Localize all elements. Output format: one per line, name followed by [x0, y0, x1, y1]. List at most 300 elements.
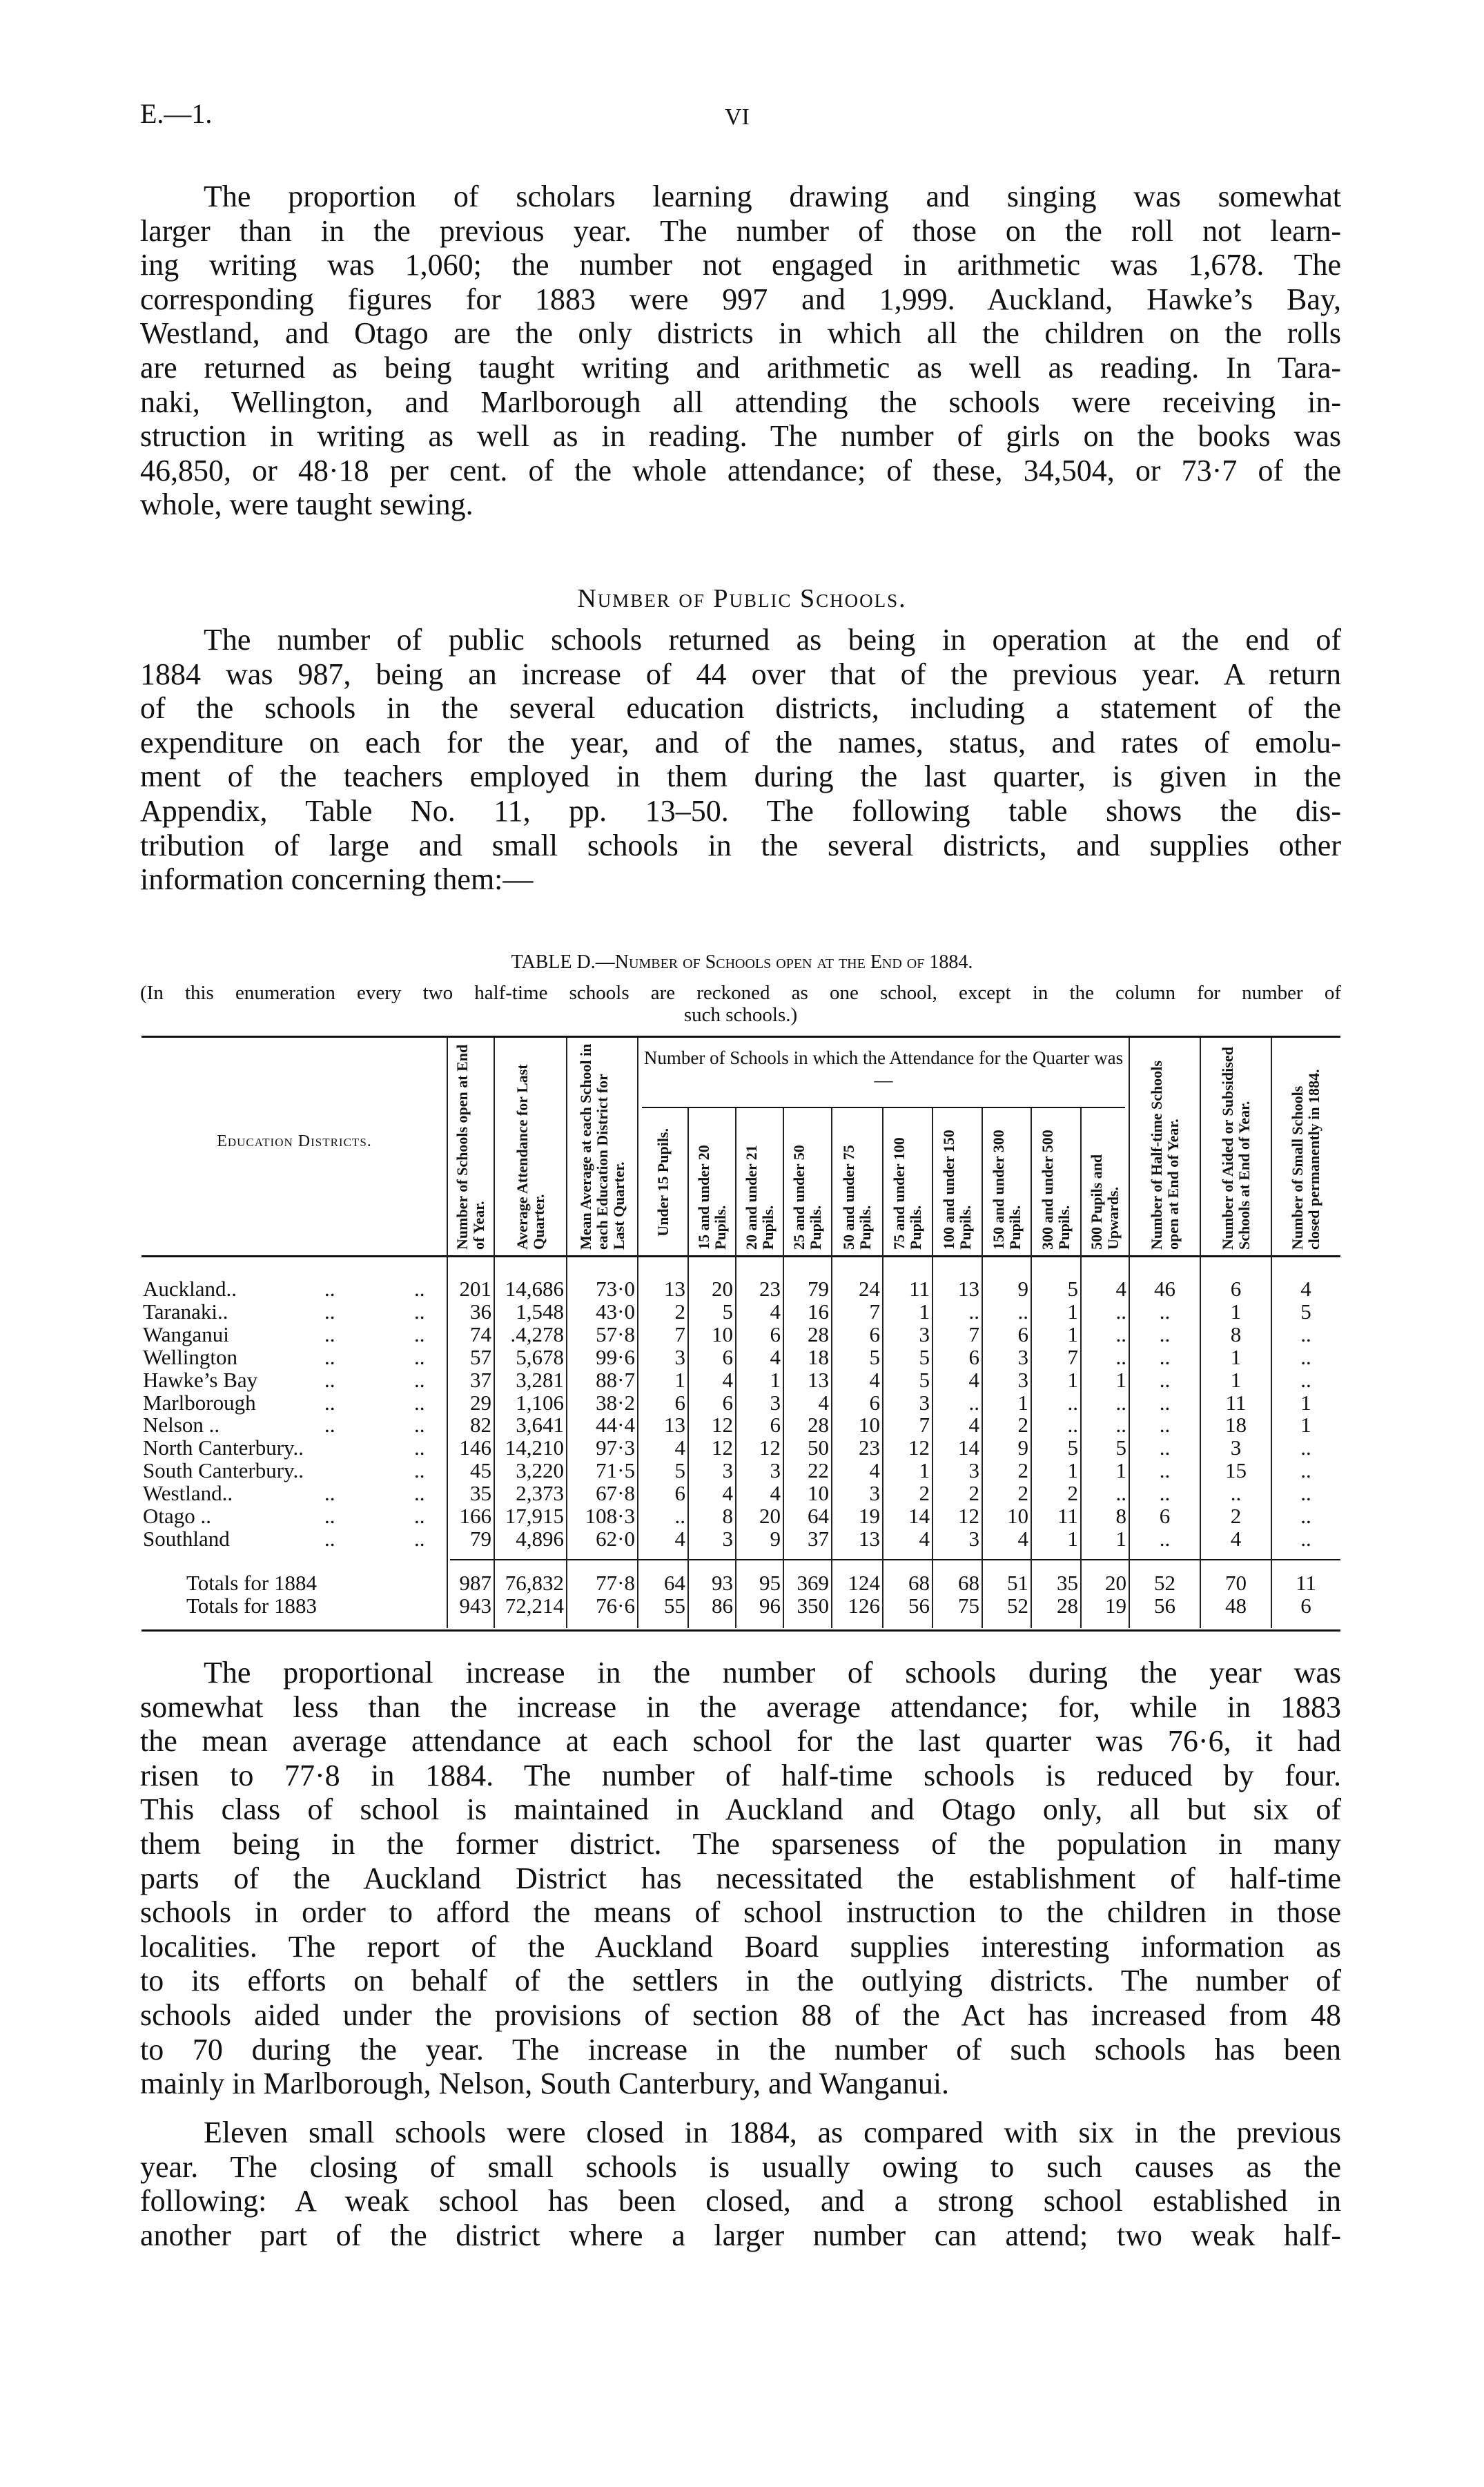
leader-dots: ..	[324, 1322, 335, 1346]
leader-dots: ..	[324, 1299, 335, 1324]
text-line: tribution of large and small schools in the several districts, and supplies other	[140, 828, 1341, 862]
table-cell: 1	[1115, 1458, 1126, 1483]
table-cell: 5	[1115, 1435, 1126, 1460]
table-cell: 3	[1017, 1367, 1028, 1392]
table-cell: 3	[722, 1526, 733, 1551]
column-header	[783, 1112, 832, 1252]
district-name: Marlborough	[143, 1390, 256, 1415]
table-cell: 12	[712, 1435, 733, 1460]
district-name: Otago ..	[143, 1504, 212, 1528]
text-line: Appendix, Table No. 11, pp. 13–50. The following table shows the dis-	[140, 793, 1341, 828]
table-cell: 74	[470, 1322, 491, 1346]
table-cell: 28	[808, 1322, 829, 1346]
text-line: The proportional increase in the number of schools during the year was	[204, 1656, 1341, 1690]
table-cell: 1	[1300, 1390, 1311, 1415]
table-cell: 1	[1067, 1526, 1078, 1551]
column-header-label: 20 and under 21 Pupils.	[742, 1145, 777, 1250]
table-title-prefix: TABLE D.—	[511, 951, 615, 973]
text-line: of the schools in the several education districts, including a statement of the	[140, 691, 1341, 726]
leader-dots: ..	[324, 1413, 335, 1438]
leader-dots: ..	[414, 1481, 425, 1506]
column-header-label: 500 Pupils and Upwards.	[1088, 1154, 1122, 1250]
table-cell: ..	[1115, 1390, 1126, 1415]
table-cell: 64	[664, 1571, 685, 1595]
table-cell: 6	[770, 1413, 781, 1438]
table-cell: 10	[808, 1481, 829, 1506]
table-cell: 13	[664, 1413, 685, 1438]
table-cell: 4	[1300, 1277, 1311, 1301]
table-cell: 14	[908, 1504, 930, 1528]
table-cell: 35	[1057, 1571, 1078, 1595]
group-header-rule	[642, 1107, 1125, 1108]
table-bottom-rule	[141, 1629, 1340, 1632]
table-cell: 71·5	[596, 1458, 635, 1483]
table-cell: 201	[459, 1277, 491, 1301]
table-cell: 1	[919, 1458, 930, 1483]
text-line: year. The closing of small schools is usually owing to such causes as the	[140, 2149, 1341, 2184]
running-head: E.—1.	[140, 98, 213, 129]
text-line: localities. The report of the Auckland Board supplies interesting information as	[140, 1929, 1341, 1964]
table-cell: 2,373	[516, 1481, 564, 1506]
header-education-districts: Education Districts.	[217, 1132, 372, 1150]
table-cell: 6	[968, 1344, 979, 1369]
leader-dots: ..	[324, 1277, 335, 1301]
table-cell: 6	[1159, 1504, 1171, 1528]
table-cell: 1	[1067, 1367, 1078, 1392]
table-cell: 3	[1230, 1435, 1242, 1460]
column-header	[832, 1112, 883, 1252]
table-cell: 4	[818, 1390, 829, 1415]
text-line: Westland, and Otago are the only districts in which all the children on the rolls	[140, 316, 1341, 351]
table-cell: ..	[1300, 1344, 1311, 1369]
district-name: South Canterbury..	[143, 1458, 304, 1483]
text-line: The proportion of scholars learning drawing and singing was somewhat	[204, 180, 1341, 213]
table-cell: 4	[722, 1481, 733, 1506]
table-cell: 9	[1017, 1277, 1028, 1301]
table-cell: ..	[1300, 1481, 1311, 1506]
table-title	[0, 951, 1484, 974]
table-cell: 36	[470, 1299, 491, 1324]
totals-label: Totals for 1884	[186, 1571, 317, 1595]
table-cell: 82	[470, 1413, 491, 1438]
column-header	[1031, 1112, 1081, 1252]
table-title-text: Number of Schools open at the End of 1884.	[614, 951, 973, 973]
leader-dots: ..	[414, 1367, 425, 1392]
table-cell: 2	[919, 1481, 930, 1506]
column-header-label: 150 and under 300 Pupils.	[989, 1130, 1024, 1250]
table-cell: ..	[674, 1504, 685, 1528]
column-header-label: Under 15 Pupils.	[654, 1128, 672, 1237]
table-cell: 5	[1067, 1277, 1078, 1301]
table-cell: 43·0	[596, 1299, 635, 1324]
table-cell: ..	[1159, 1344, 1171, 1369]
table-cell: 7	[919, 1413, 930, 1438]
table-cell: ..	[968, 1390, 979, 1415]
table-cell: 3	[770, 1390, 781, 1415]
table-cell: 1	[1017, 1390, 1028, 1415]
text-line: following: A weak school has been closed, and a strong school established in	[140, 2184, 1341, 2218]
column-header-label: Number of Half-time Schools open at End of Year.	[1147, 1061, 1182, 1250]
table-cell: 5	[869, 1344, 880, 1369]
table-cell: 11	[1057, 1504, 1078, 1528]
text-line: another part of the district where a larger number can attend; two weak half-	[140, 2218, 1341, 2252]
table-cell: ..	[1300, 1367, 1311, 1392]
table-cell: 369	[797, 1571, 829, 1595]
table-cell: 19	[859, 1504, 880, 1528]
table-cell: 11	[1296, 1571, 1316, 1595]
table-cell: 50	[808, 1435, 829, 1460]
table-cell: 51	[1007, 1571, 1028, 1595]
table-cell: 20	[712, 1277, 733, 1301]
table-cell: 67·8	[596, 1481, 635, 1506]
table-cell: 4	[722, 1367, 733, 1392]
table-cell: ..	[1300, 1458, 1311, 1483]
table-cell: 75	[958, 1594, 979, 1618]
table-subtitle-line: such schools.)	[683, 1004, 798, 1026]
table-cell: 35	[470, 1481, 491, 1506]
column-header-label: 75 and under 100 Pupils.	[890, 1137, 924, 1250]
text-line: to its efforts on behalf of the settlers in the outlying districts. The number of	[140, 1964, 1341, 1998]
table-cell: 4	[770, 1344, 781, 1369]
text-line: are returned as being taught writing and arithmetic as well as reading. In Tara-	[140, 350, 1341, 385]
table-cell: 12	[759, 1435, 781, 1460]
table-cell: 68	[908, 1571, 930, 1595]
table-cell: 987	[459, 1571, 491, 1595]
text-line: Eleven small schools were closed in 1884, as compared with six in the previous	[204, 2116, 1341, 2149]
text-line: The number of public schools returned as being in operation at the end of	[204, 623, 1341, 657]
table-cell: 1	[674, 1367, 685, 1392]
table-cell: ..	[1159, 1367, 1171, 1392]
table-cell: 3	[1017, 1344, 1028, 1369]
leader-dots: ..	[324, 1367, 335, 1392]
table-cell: 70	[1225, 1571, 1247, 1595]
leader-dots: ..	[414, 1504, 425, 1528]
text-line: them being in the former district. The sparseness of the population in many	[140, 1826, 1341, 1861]
table-cell: 22	[808, 1458, 829, 1483]
table-cell: 3,220	[516, 1458, 564, 1483]
text-line: ing writing was 1,060; the number not engaged in arithmetic was 1,678. The	[140, 248, 1341, 282]
table-cell: 2	[1017, 1413, 1028, 1438]
table-cell: 14,210	[505, 1435, 564, 1460]
table-cell: 12	[712, 1413, 733, 1438]
table-cell: 48	[1225, 1594, 1247, 1618]
column-header	[982, 1112, 1031, 1252]
column-header	[1129, 1040, 1200, 1252]
leader-dots: ..	[324, 1504, 335, 1528]
leader-dots: ..	[414, 1277, 425, 1301]
paragraph-2	[140, 623, 1341, 897]
table-subtitle-line: (In this enumeration every two half-time schools are reckoned as one school, except in the column for number of	[140, 982, 1341, 1004]
district-name: Taranaki..	[143, 1299, 228, 1324]
district-name: Auckland..	[143, 1277, 237, 1301]
leader-dots: ..	[414, 1322, 425, 1346]
table-cell: 1	[1230, 1299, 1242, 1324]
table-cell: 1	[1230, 1367, 1242, 1392]
table-cell: 943	[459, 1594, 491, 1618]
text-line: 46,850, or 48·18 per cent. of the whole attendance; of these, 34,504, or 73·7 of the	[140, 453, 1341, 487]
district-name: Wellington	[143, 1344, 237, 1369]
table-cell: 10	[712, 1322, 733, 1346]
table-cell: 11	[909, 1277, 930, 1301]
paragraph-3	[140, 1656, 1341, 2101]
table-cell: 9	[1017, 1435, 1028, 1460]
table-cell: ..	[1159, 1390, 1171, 1415]
table-cell: ..	[1159, 1481, 1171, 1506]
table-cell: 13	[859, 1526, 880, 1551]
table-cell: 4	[869, 1458, 880, 1483]
column-header	[567, 1040, 638, 1252]
table-cell: 3	[770, 1458, 781, 1483]
text-line: 1884 was 987, being an increase of 44 over that of the previous year. A return	[140, 657, 1341, 691]
table-cell: 23	[859, 1435, 880, 1460]
table-cell: 126	[848, 1594, 880, 1618]
table-cell: 38·2	[596, 1390, 635, 1415]
table-cell: 96	[759, 1594, 781, 1618]
column-header-label: 25 and under 50 Pupils.	[790, 1145, 824, 1250]
table-cell: 4	[1115, 1277, 1126, 1301]
text-line: This class of school is maintained in Auckland and Otago only, all but six of	[140, 1792, 1341, 1827]
leader-dots: ..	[324, 1526, 335, 1551]
column-header-label: Number of Small Schools closed permanently in 1884.	[1289, 1069, 1322, 1250]
table-cell: 56	[1154, 1594, 1175, 1618]
table-cell: 7	[674, 1322, 685, 1346]
table-cell: 12	[958, 1504, 979, 1528]
column-header-label: 100 and under 150 Pupils.	[940, 1130, 974, 1250]
table-cell: 14	[958, 1435, 979, 1460]
table-cell: 4	[869, 1367, 880, 1392]
district-name: Wanganui	[143, 1322, 229, 1346]
table-cell: 23	[759, 1277, 781, 1301]
table-cell: 3	[674, 1344, 685, 1369]
table-cell: 1,106	[516, 1390, 564, 1415]
table-cell: 4	[919, 1526, 930, 1551]
table-cell: 1	[1067, 1458, 1078, 1483]
column-header	[638, 1112, 688, 1252]
leader-dots: ..	[414, 1299, 425, 1324]
table-cell: 1	[1067, 1299, 1078, 1324]
table-cell: ..	[1300, 1526, 1311, 1551]
table-cell: ..	[1159, 1322, 1171, 1346]
table-cell: 16	[808, 1299, 829, 1324]
table-cell: 6	[770, 1322, 781, 1346]
table-cell: 46	[1154, 1277, 1175, 1301]
table-cell: ..	[1230, 1481, 1242, 1506]
district-name: Southland	[143, 1526, 230, 1551]
table-cell: 93	[712, 1571, 733, 1595]
totals-rule	[450, 1559, 1340, 1560]
text-line: to 70 during the year. The increase in the number of such schools has been	[140, 2032, 1341, 2067]
table-cell: 77·8	[596, 1571, 635, 1595]
table-cell: 124	[848, 1571, 880, 1595]
table-cell: 6	[674, 1481, 685, 1506]
table-cell: 14,686	[505, 1277, 564, 1301]
table-cell: ..	[1300, 1322, 1311, 1346]
table-cell: 86	[712, 1594, 733, 1618]
table-cell: 8	[722, 1504, 733, 1528]
table-top-rule	[141, 1036, 1340, 1038]
table-cell: 6	[722, 1344, 733, 1369]
table-cell: 2	[1230, 1504, 1242, 1528]
table-cell: ..	[1017, 1299, 1028, 1324]
table-cell: 12	[908, 1435, 930, 1460]
table-cell: 20	[1105, 1571, 1126, 1595]
table-cell: 5	[722, 1299, 733, 1324]
table-cell: 4,896	[516, 1526, 564, 1551]
section-heading: Number of Public Schools.	[577, 584, 907, 613]
table-cell: 1,548	[516, 1299, 564, 1324]
leader-dots: ..	[414, 1526, 425, 1551]
table-cell: .4,278	[510, 1322, 564, 1346]
table-cell: 2	[1067, 1481, 1078, 1506]
table-cell: 88·7	[596, 1367, 635, 1392]
text-line: ment of the teachers employed in them during the last quarter, is given in the	[140, 759, 1341, 794]
table-cell: 3,281	[516, 1367, 564, 1392]
table-cell: 13	[808, 1367, 829, 1392]
table-cell: 17,915	[505, 1504, 564, 1528]
table-cell: 3	[968, 1458, 979, 1483]
table-cell: 19	[1105, 1594, 1126, 1618]
table-cell: 79	[470, 1526, 491, 1551]
table-cell: ..	[1159, 1526, 1171, 1551]
table-cell: 45	[470, 1458, 491, 1483]
table-cell: 20	[759, 1504, 781, 1528]
header-attendance-group: Number of Schools in which the Attendance for the Quarter was—	[643, 1047, 1124, 1090]
table-cell: 62·0	[596, 1526, 635, 1551]
table-cell: 166	[459, 1504, 491, 1528]
table-cell: 2	[968, 1481, 979, 1506]
table-cell: 5	[919, 1344, 930, 1369]
table-cell: 350	[797, 1594, 829, 1618]
district-name: Nelson ..	[143, 1413, 220, 1438]
text-line: larger than in the previous year. The number of those on the roll not learn-	[140, 213, 1341, 248]
table-cell: 3,641	[516, 1413, 564, 1438]
column-header	[1200, 1040, 1271, 1252]
table-cell: ..	[1300, 1504, 1311, 1528]
leader-dots: ..	[414, 1458, 425, 1483]
table-cell: 108·3	[585, 1504, 635, 1528]
table-cell: 15	[1225, 1458, 1247, 1483]
table-cell: 99·6	[596, 1344, 635, 1369]
text-line: information concerning them:—	[140, 862, 534, 897]
table-cell: 76·6	[596, 1594, 635, 1618]
table-cell: 18	[1225, 1413, 1247, 1438]
column-header	[447, 1040, 494, 1252]
table-cell: 7	[1067, 1344, 1078, 1369]
table-cell: 76,832	[505, 1571, 564, 1595]
table-cell: 6	[674, 1390, 685, 1415]
leader-dots: ..	[324, 1481, 335, 1506]
table-cell: 57	[470, 1344, 491, 1369]
table-cell: 4	[968, 1413, 979, 1438]
table-cell: 28	[1057, 1594, 1078, 1618]
text-line: expenditure on each for the year, and of the names, status, and rates of emolu-	[140, 725, 1341, 759]
district-name: Hawke’s Bay	[143, 1367, 258, 1392]
table-cell: 5	[1300, 1299, 1311, 1324]
table-cell: 24	[859, 1277, 880, 1301]
table-cell: 7	[869, 1299, 880, 1324]
column-header	[933, 1112, 982, 1252]
page-number: VI	[725, 104, 750, 130]
table-cell: 10	[859, 1413, 880, 1438]
table-cell: ..	[1159, 1299, 1171, 1324]
table-cell: 52	[1154, 1571, 1175, 1595]
text-line: struction in writing as well as in reading. The number of girls on the books was	[140, 419, 1341, 454]
table-cell: 2	[1017, 1458, 1028, 1483]
table-cell: ..	[1115, 1322, 1126, 1346]
column-header-label: Mean Average at each School in each Education District for Last Quarter.	[576, 1043, 627, 1250]
table-cell: ..	[1067, 1390, 1078, 1415]
table-cell: 4	[674, 1435, 685, 1460]
text-line: somewhat less than the increase in the average attendance; for, while in 1883	[140, 1690, 1341, 1724]
table-cell: 1	[1067, 1322, 1078, 1346]
leader-dots: ..	[414, 1344, 425, 1369]
table-cell: 95	[759, 1571, 781, 1595]
table-cell: ..	[1159, 1413, 1171, 1438]
table-cell: 6	[869, 1390, 880, 1415]
table-cell: 6	[1300, 1594, 1311, 1618]
column-header	[494, 1040, 567, 1252]
table-cell: ..	[1067, 1413, 1078, 1438]
district-name: Westland..	[143, 1481, 233, 1506]
table-cell: 97·3	[596, 1435, 635, 1460]
table-cell: 37	[808, 1526, 829, 1551]
table-cell: 1	[1230, 1344, 1242, 1369]
table-cell: 73·0	[596, 1277, 635, 1301]
table-subtitle	[140, 982, 1341, 1026]
table-cell: 1	[1300, 1413, 1311, 1438]
text-line: risen to 77·8 in 1884. The number of half-time schools is reduced by four.	[140, 1758, 1341, 1792]
table-cell: 29	[470, 1390, 491, 1415]
column-header-label: 15 and under 20 Pupils.	[694, 1145, 729, 1250]
table-cell: 2	[1017, 1481, 1028, 1506]
column-header-label: 50 and under 75 Pupils.	[840, 1145, 874, 1250]
table-cell: 3	[919, 1322, 930, 1346]
table-cell: 11	[1225, 1390, 1247, 1415]
text-line: corresponding figures for 1883 were 997 and 1,999. Auckland, Hawke’s Bay,	[140, 282, 1341, 316]
text-line: schools in order to afford the means of school instruction to the children in those	[140, 1895, 1341, 1930]
totals-label: Totals for 1883	[186, 1594, 317, 1618]
table-cell: 6	[1230, 1277, 1242, 1301]
table-cell: 4	[968, 1367, 979, 1392]
text-line: naki, Wellington, and Marlborough all attending the schools were receiving in-	[140, 385, 1341, 419]
text-line: the mean average attendance at each school for the last quarter was 76·6, it had	[140, 1724, 1341, 1759]
table-cell: 1	[770, 1367, 781, 1392]
table-cell: 44·4	[596, 1413, 635, 1438]
table-cell: 5,678	[516, 1344, 564, 1369]
leader-dots: ..	[414, 1390, 425, 1415]
column-header	[688, 1112, 736, 1252]
table-cell: 52	[1007, 1594, 1028, 1618]
table-cell: 3	[722, 1458, 733, 1483]
table-cell: ..	[1115, 1413, 1126, 1438]
column-header	[736, 1112, 783, 1252]
table-cell: 6	[869, 1322, 880, 1346]
table-cell: 4	[770, 1481, 781, 1506]
table-cell: 6	[722, 1390, 733, 1415]
table-cell: 4	[1017, 1526, 1028, 1551]
table-cell: 9	[770, 1526, 781, 1551]
table-cell: 28	[808, 1413, 829, 1438]
column-header-label: 300 and under 500 Pupils.	[1039, 1130, 1073, 1250]
table-cell: 5	[1067, 1435, 1078, 1460]
table-cell: 55	[664, 1594, 685, 1618]
leader-dots: ..	[324, 1390, 335, 1415]
text-line: parts of the Auckland District has necessitated the establishment of half-time	[140, 1861, 1341, 1895]
table-cell: 1	[1115, 1367, 1126, 1392]
column-header	[883, 1112, 933, 1252]
table-cell: 146	[459, 1435, 491, 1460]
table-cell: ..	[1115, 1299, 1126, 1324]
